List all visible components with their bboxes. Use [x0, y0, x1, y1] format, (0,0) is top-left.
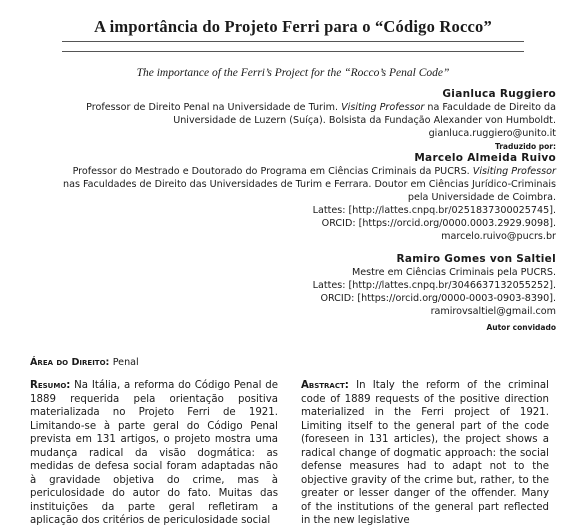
- abstract-text: In Italy the reform of the criminal code of 1889 requests of the positive direction materialized in the Ferri project of 1921. Limiting itself to the general part of the code (foreseen in 131 articles), the project shows a radical change of dogmatic approach: the social defense measures had to adapt not to the objective gravity of the crime but, rather, to the greater or lesser danger of the offender. Many of the institutions of the general part reflected in the new legislative: [301, 380, 549, 526]
- author1-name: Gianluca Ruggiero: [442, 88, 556, 100]
- author1-block: [86, 88, 556, 140]
- invited-author-label: Autor convidado: [486, 323, 556, 332]
- author1-email: gianluca.ruggiero@unito.it: [428, 128, 556, 139]
- author2-name: Ramiro Gomes von Saltiel: [396, 253, 556, 265]
- resumo-column: [30, 379, 278, 526]
- author1-affiliation-line1: Professor de Direito Penal na Universidade de Turim. Visiting Professor na Faculdade de Direito da: [86, 102, 556, 113]
- law-area: [30, 357, 139, 368]
- title-divider-top: [62, 41, 524, 42]
- translator-affiliation-line2: nas Faculdades de Direito das Universidades de Turim e Ferrara. Doutor em Ciências Jurídico-Criminais: [63, 179, 556, 190]
- law-area-label: Área do Direito:: [30, 357, 110, 368]
- author2-lattes: Lattes: [http://lattes.cnpq.br/3046637132055252].: [312, 280, 556, 291]
- resumo-label: Resumo:: [30, 380, 71, 391]
- translator-affiliation-line1: Professor do Mestrado e Doutorado do Programa em Ciências Criminais da PUCRS. Visiting Professor: [72, 166, 556, 177]
- author2-orcid: ORCID: [https://orcid.org/0000-0003-0903-8390].: [320, 293, 556, 304]
- translated-by-label: Traduzido por:: [494, 142, 556, 151]
- translator-name: Marcelo Almeida Ruivo: [414, 152, 556, 164]
- author2-email: ramirovsaltiel@gmail.com: [430, 306, 556, 317]
- abstract-label: Abstract:: [301, 380, 349, 391]
- translator-email: marcelo.ruivo@pucrs.br: [441, 231, 556, 242]
- abstract-column: [301, 379, 549, 526]
- translator-orcid: ORCID: [https://orcid.org/0000.0003.2929.9098].: [321, 218, 556, 229]
- law-area-value: Penal: [112, 357, 139, 368]
- resumo-text: Na Itália, a reforma do Código Penal de 1889 requerida pela orientação positiva materializada no Projeto Ferri de 1921. Limitando-se à parte geral do Código Penal prevista em 131 artigos, o projeto mostra uma mudança radical da visão dogmática: as medidas de defesa social foram adaptadas não à gravidade objetiva do crime, mas à periculosidade do autor do fato. Muitas das instituições da parte geral refletiram a aplicação dos critérios de periculosidade social: [30, 380, 278, 526]
- author2-block: [313, 253, 556, 318]
- translator-lattes: Lattes: [http://lattes.cnpq.br/0251837300025745].: [312, 205, 556, 216]
- author1-affiliation-line2: Universidade de Luzern (Suíça). Bolsista da Fundação Alexander von Humboldt.: [173, 115, 556, 126]
- title-divider-bottom: [62, 51, 524, 52]
- translator-affiliation-line3: pela Universidade de Coimbra.: [407, 192, 556, 203]
- english-title: The importance of the Ferri’s Project for the “Rocco’s Penal Code”: [136, 67, 450, 79]
- author2-affiliation: Mestre em Ciências Criminais pela PUCRS.: [351, 267, 556, 278]
- translator-block: [63, 152, 556, 243]
- page-title: A importância do Projeto Ferri para o “Código Rocco”: [94, 17, 492, 36]
